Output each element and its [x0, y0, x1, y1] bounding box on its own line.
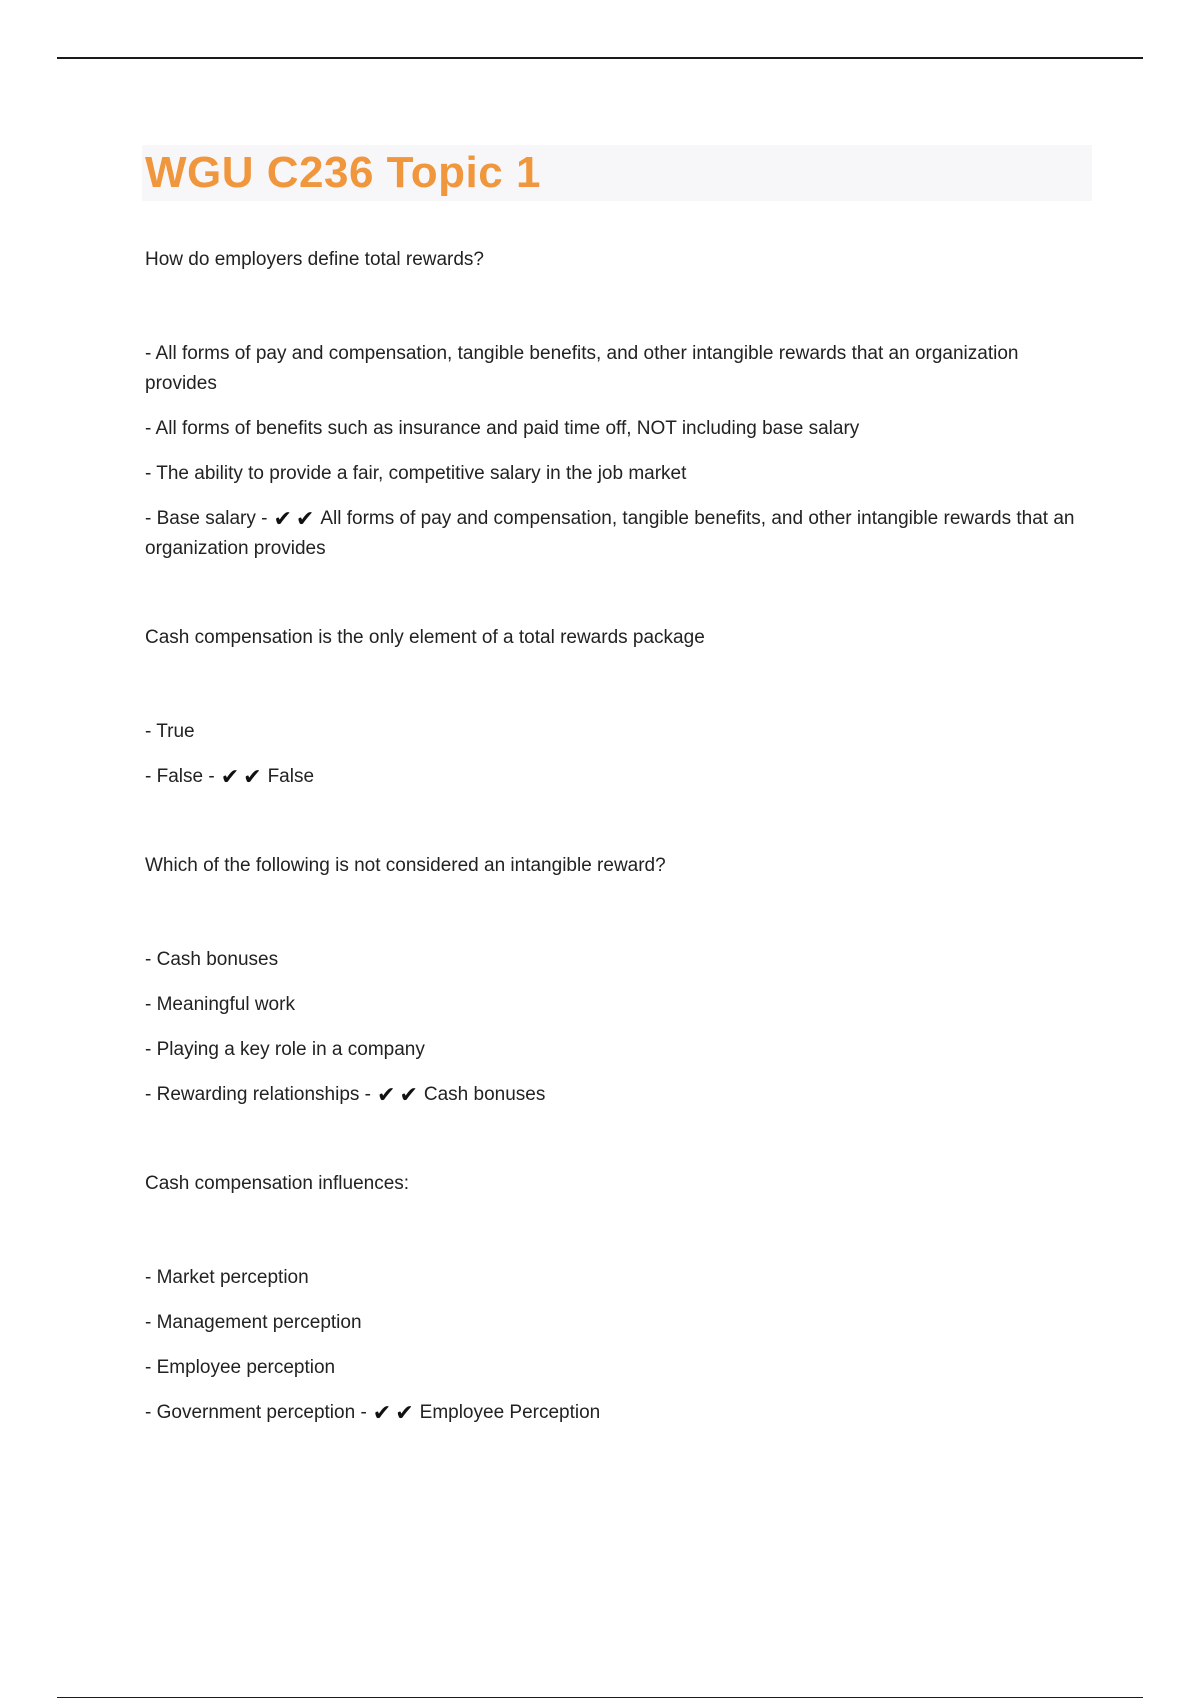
answer-checks — [373, 1398, 418, 1428]
question-block-3 — [145, 851, 1095, 1110]
option-item: - Cash bonuses — [145, 949, 279, 970]
answer-line — [145, 504, 1095, 564]
option-item: - Management perception — [145, 1312, 362, 1333]
option-text: - Government perception - — [145, 1402, 367, 1423]
options-list — [145, 945, 1095, 1110]
option-item: - Market perception — [145, 1267, 309, 1288]
option-text: - Rewarding relationships - — [145, 1084, 371, 1105]
answer-line — [145, 1398, 1095, 1428]
options-list — [145, 1263, 1095, 1428]
answer-checks — [377, 1080, 422, 1110]
check-mark-icon: ✔ — [273, 506, 292, 531]
check-mark-icon: ✔ — [220, 764, 240, 789]
option-item: - Employee perception — [145, 1357, 336, 1378]
question-prompt: Which of the following is not considered an intangible reward? — [145, 855, 666, 876]
options-list — [145, 339, 1095, 564]
header-rule — [57, 57, 1143, 59]
question-prompt: Cash compensation influences: — [145, 1173, 410, 1194]
answer-text: Cash bonuses — [423, 1084, 546, 1105]
check-mark-icon: ✔ — [395, 1400, 414, 1425]
answer-line — [145, 1080, 1095, 1110]
answer-text: Employee Perception — [419, 1402, 601, 1423]
answer-checks — [273, 504, 318, 534]
footer-rule — [57, 1697, 1143, 1698]
check-mark-icon: ✔ — [377, 1082, 396, 1107]
question-block-2 — [145, 623, 1095, 792]
option-item: - Meaningful work — [145, 994, 295, 1015]
question-prompt: How do employers define total rewards? — [145, 249, 485, 270]
document-title: WGU C236 Topic 1 — [145, 148, 541, 197]
option-item: - Playing a key role in a company — [145, 1039, 425, 1060]
option-item: - True — [145, 721, 195, 742]
answer-text: False — [267, 766, 315, 787]
check-mark-icon: ✔ — [399, 1082, 418, 1107]
check-mark-icon: ✔ — [295, 506, 315, 531]
question-block-1 — [145, 245, 1095, 564]
option-text: - False - — [145, 766, 215, 787]
question-block-4 — [145, 1169, 1095, 1428]
option-text: - Base salary - — [145, 508, 268, 529]
answer-checks — [221, 762, 266, 792]
question-prompt: Cash compensation is the only element of a total rewards package — [145, 627, 705, 648]
check-mark-icon: ✔ — [243, 764, 262, 789]
options-list — [145, 717, 1095, 792]
option-item: - All forms of benefits such as insurance and paid time off, NOT including base salary — [145, 418, 860, 439]
answer-text: All forms of pay and compensation, tangible benefits, and other intangible rewards that an organization provides — [145, 508, 1075, 559]
option-item: - The ability to provide a fair, competitive salary in the job market — [145, 463, 687, 484]
answer-line — [145, 762, 1095, 792]
option-item: - All forms of pay and compensation, tangible benefits, and other intangible rewards that an organization provides — [145, 343, 1019, 394]
document-body — [145, 145, 1095, 1428]
check-mark-icon: ✔ — [372, 1400, 392, 1425]
title-bar — [142, 145, 1092, 201]
